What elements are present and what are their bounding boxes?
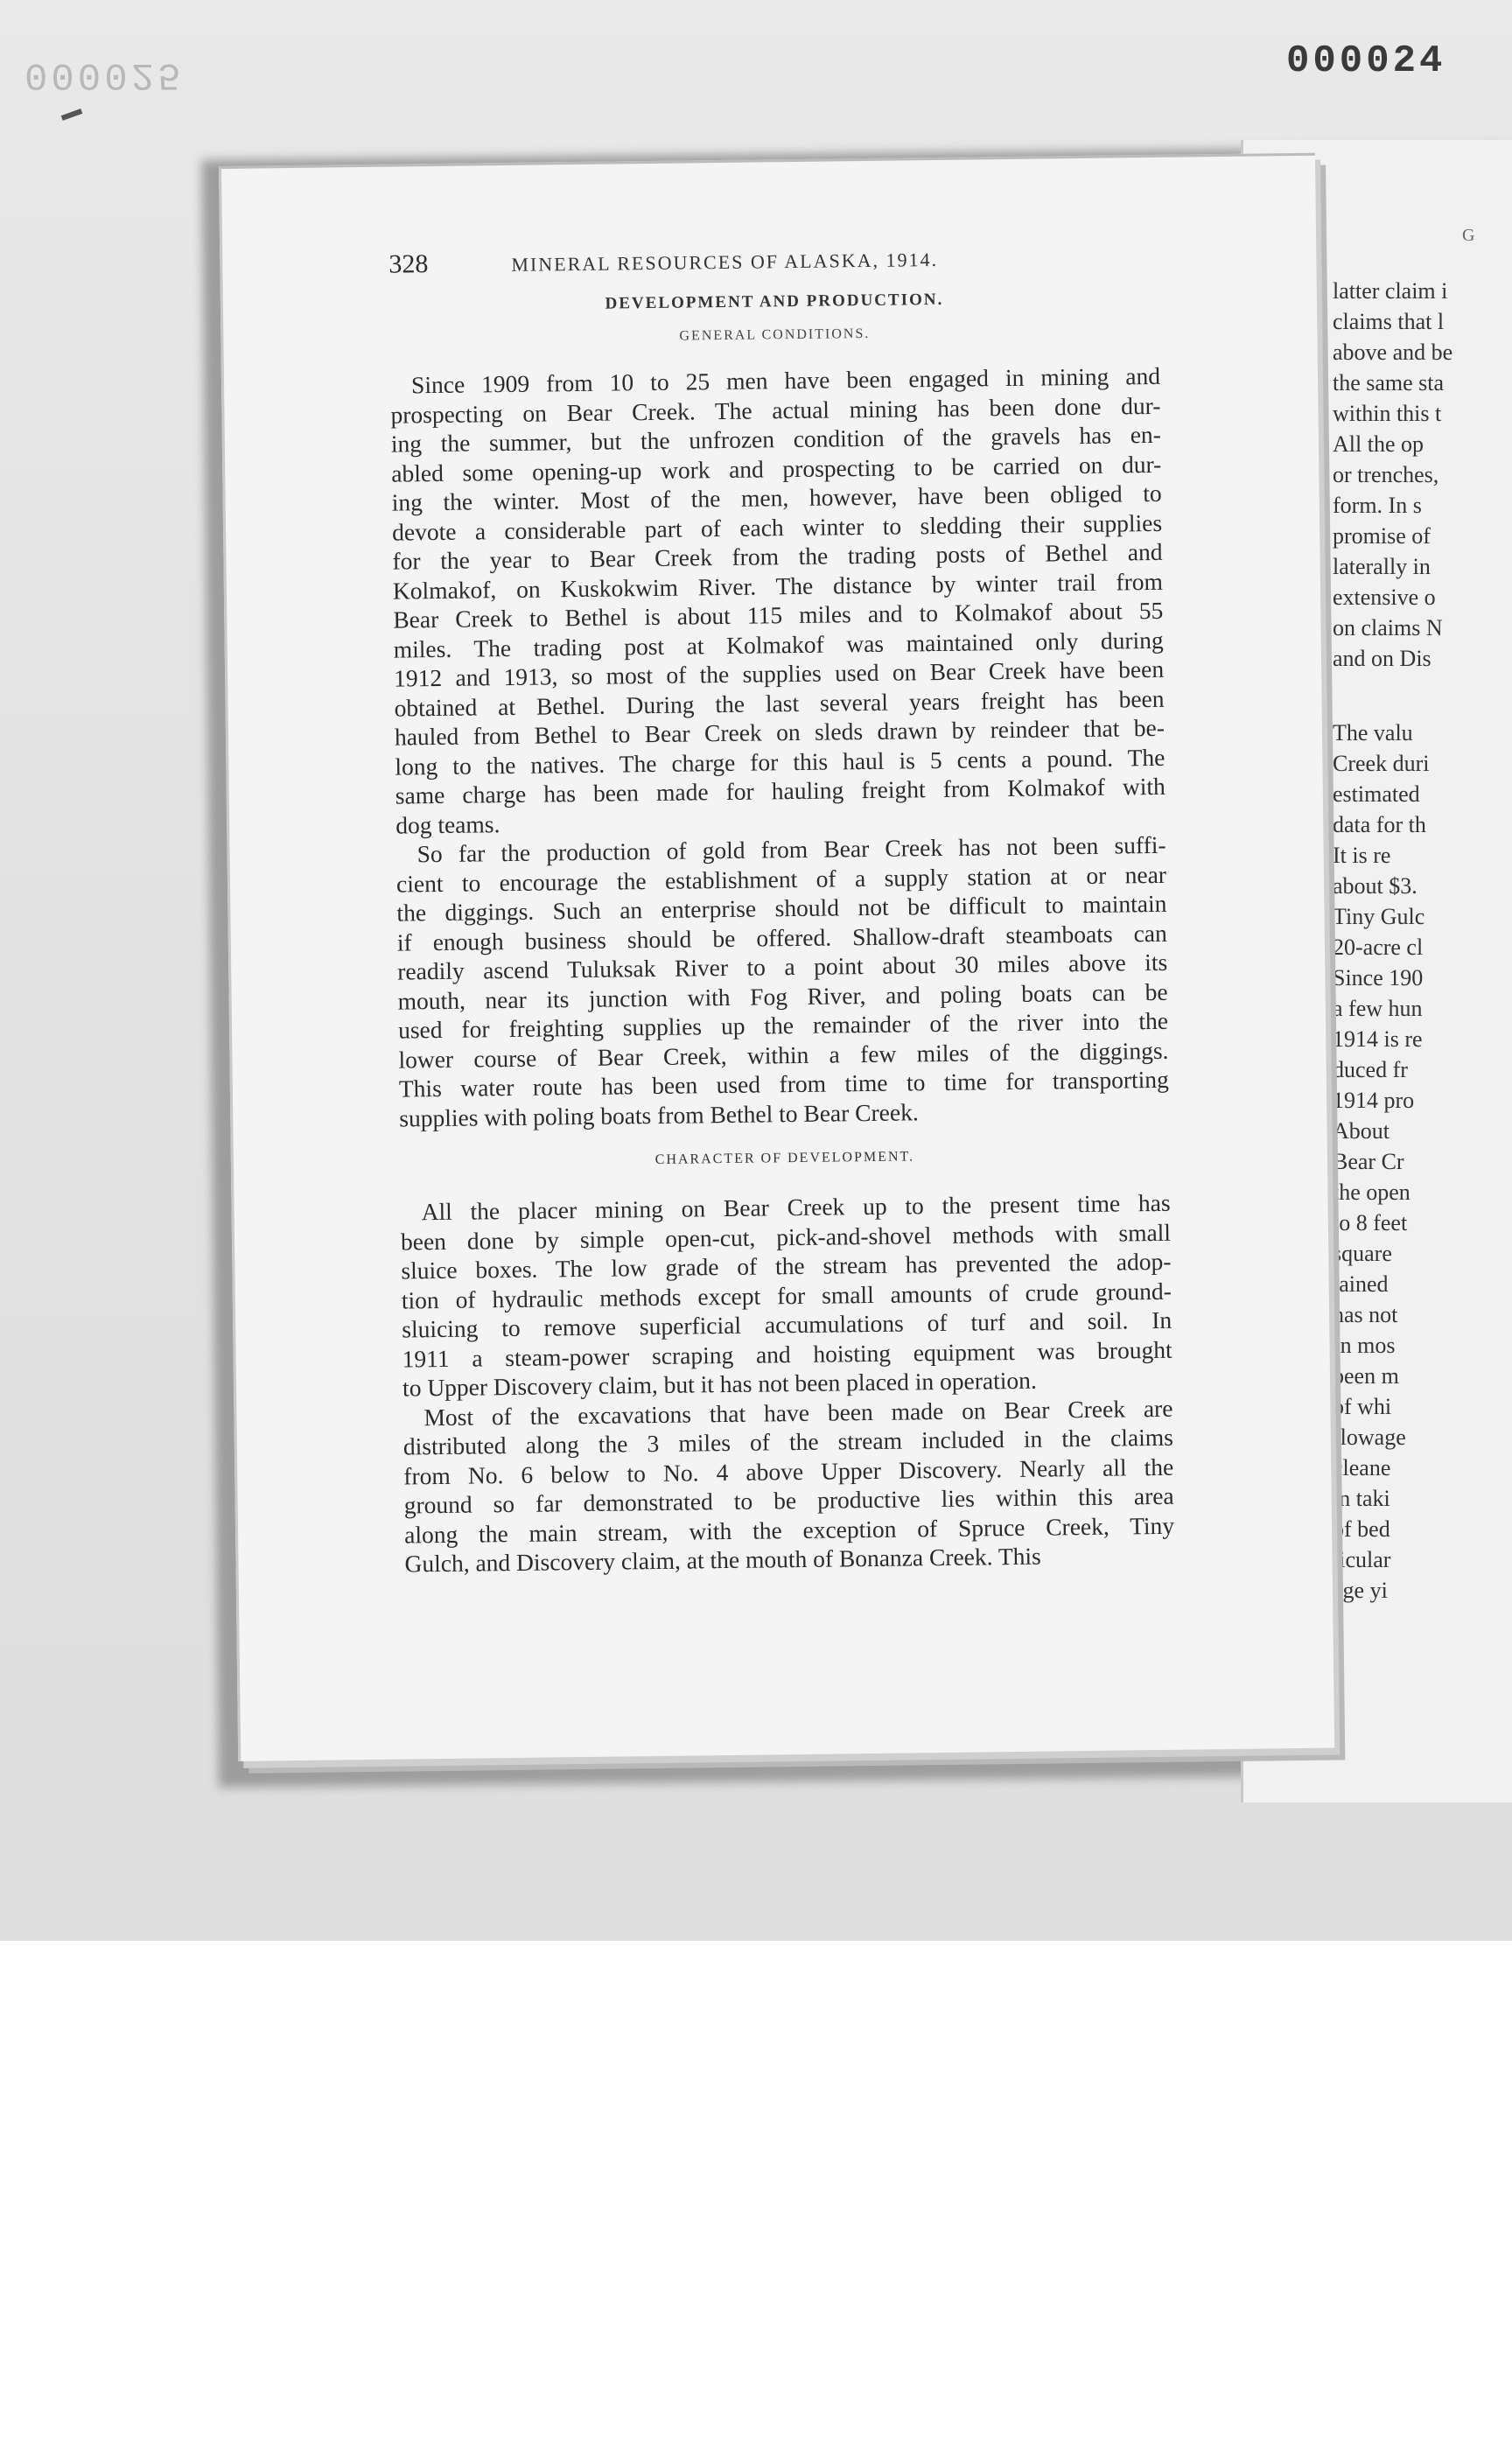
text-line: same charge has been made for hauling freight from Kolmakof with bbox=[395, 772, 1166, 809]
facing-page-line: extensive o bbox=[1333, 584, 1436, 610]
text-line: sluice boxes. The low grade of the stream has prevented the adop- bbox=[401, 1247, 1172, 1284]
facing-page-line: ticular bbox=[1333, 1547, 1391, 1572]
text-line: along the main stream, with the exception of Spruce Creek, Tiny bbox=[403, 1511, 1175, 1549]
paragraph bbox=[400, 1188, 1172, 1403]
facing-page-line: flowage bbox=[1333, 1424, 1406, 1450]
page-header bbox=[388, 241, 1158, 285]
facing-page-line: data for th bbox=[1333, 812, 1426, 837]
text-line: long to the natives. The charge for this haul is 5 cents a pound. The bbox=[395, 743, 1166, 780]
facing-page-line: Since 190 bbox=[1333, 965, 1424, 990]
facing-page-line: 20-acre cl bbox=[1333, 934, 1424, 960]
page-content bbox=[388, 241, 1174, 1578]
text-line: So far the production of gold from Bear Creek has not been suffi- bbox=[416, 830, 1166, 868]
facing-page-line: Bear Cr bbox=[1333, 1149, 1404, 1174]
text-line: ing the winter. Most of the men, however, have been obliged to bbox=[391, 479, 1162, 516]
facing-page-line: square bbox=[1333, 1241, 1392, 1266]
facing-page-line: and on Dis bbox=[1333, 646, 1432, 671]
general-conditions-text bbox=[390, 361, 1170, 1133]
text-line: abled some opening-up work and prospecting to be carried on dur- bbox=[391, 450, 1162, 487]
text-line: Gulch, and Discovery claim, at the mouth of Bonanza Creek. This bbox=[404, 1542, 1041, 1578]
text-line: supplies with poling boats from Bethel to Bear Creek. bbox=[399, 1097, 919, 1132]
facing-page-line: claims that l bbox=[1333, 309, 1445, 334]
text-line: This water route has been used from time to time for transporting bbox=[398, 1065, 1170, 1102]
text-line: obtained at Bethel. During the last several years freight has been bbox=[394, 684, 1165, 722]
text-line: tion of hydraulic methods except for small amounts of crude ground- bbox=[401, 1277, 1172, 1314]
facing-page-line: or trenches, bbox=[1333, 462, 1439, 487]
section-title: DEVELOPMENT AND PRODUCTION. bbox=[605, 290, 944, 313]
facing-page-line: tained bbox=[1333, 1271, 1389, 1297]
facing-page-line: on claims N bbox=[1333, 615, 1443, 640]
text-line: devote a considerable part of each winter to sledding their supplies bbox=[391, 508, 1163, 546]
bates-stamp: 000024 bbox=[1286, 39, 1446, 83]
facing-page-line: latter claim i bbox=[1333, 278, 1448, 304]
text-line: Bear Creek to Bethel is about 115 miles and to Kolmakof about 55 bbox=[393, 596, 1164, 634]
facing-page-line: All the op bbox=[1333, 431, 1424, 457]
facing-page-line: has not bbox=[1333, 1302, 1398, 1327]
facing-page-line: of whi bbox=[1333, 1394, 1392, 1419]
text-line: 1911 a steam-power scraping and hoisting equipment was brought bbox=[402, 1335, 1172, 1373]
text-line: hauled from Bethel to Bear Creek on sleds drawn by reindeer that be- bbox=[394, 713, 1166, 751]
text-line: from No. 6 below to No. 4 above Upper Discovery. Nearly all the bbox=[403, 1452, 1174, 1490]
facing-page-line: to 8 feet bbox=[1333, 1210, 1408, 1236]
facing-page-line: age yi bbox=[1333, 1578, 1388, 1603]
text-line: mouth, near its junction with Fog River, and poling boats can be bbox=[397, 977, 1168, 1015]
facing-page-line: The valu bbox=[1333, 720, 1413, 746]
facing-page-line: estimated bbox=[1333, 781, 1420, 807]
text-line: sluicing to remove superficial accumulations of turf and soil. In bbox=[402, 1306, 1172, 1343]
facing-page-line: form. In s bbox=[1333, 493, 1422, 518]
paragraph bbox=[390, 361, 1166, 840]
facing-page-line: within this t bbox=[1333, 401, 1442, 426]
running-head: MINERAL RESOURCES OF ALASKA, 1914. bbox=[511, 248, 939, 276]
facing-page-line: 1914 pro bbox=[1333, 1088, 1415, 1113]
text-line: the diggings. Such an enterprise should not be difficult to maintain bbox=[396, 889, 1167, 927]
text-line: to Upper Discovery claim, but it has not been placed in operation. bbox=[402, 1366, 1037, 1402]
text-line: readily ascend Tuluksak River to a point about 30 miles above its bbox=[397, 948, 1168, 985]
paragraph bbox=[396, 830, 1169, 1133]
pen-mark bbox=[61, 108, 83, 121]
text-line: All the placer mining on Bear Creek up to the present time has bbox=[421, 1188, 1171, 1226]
text-line: dog teams. bbox=[396, 809, 500, 839]
text-line: Kolmakof, on Kuskokwim River. The distance by winter trail from bbox=[392, 567, 1164, 605]
text-line: Since 1909 from 10 to 25 men have been engaged in mining and bbox=[410, 361, 1161, 399]
facing-page-line: about $3. bbox=[1333, 873, 1418, 899]
facing-page-line: 1914 is re bbox=[1333, 1026, 1423, 1052]
facing-page-line: duced fr bbox=[1333, 1057, 1408, 1082]
facing-page-line: It is re bbox=[1333, 843, 1391, 868]
facing-page-line: Tiny Gulc bbox=[1333, 904, 1425, 929]
facing-page-line: laterally in bbox=[1333, 554, 1431, 579]
text-line: if enough business should be offered. Shallow-draft steamboats can bbox=[396, 919, 1167, 956]
facing-page-line: In mos bbox=[1333, 1333, 1396, 1358]
section-title-character: CHARACTER OF DEVELOPMENT. bbox=[654, 1149, 915, 1167]
block-gap bbox=[1333, 674, 1512, 718]
facing-page-line: above and be bbox=[1333, 340, 1453, 365]
text-line: distributed along the 3 miles of the stream included in the claims bbox=[402, 1423, 1174, 1460]
subsection-title: GENERAL CONDITIONS. bbox=[679, 326, 871, 344]
text-line: lower course of Bear Creek, within a few miles of the diggings. bbox=[398, 1036, 1169, 1074]
facing-page-line: Creek duri bbox=[1333, 751, 1430, 776]
facing-page-text bbox=[1333, 276, 1512, 1606]
text-line: 1912 and 1913, so most of the supplies used on Bear Creek have been bbox=[393, 654, 1165, 692]
facing-page-line: been m bbox=[1333, 1363, 1399, 1389]
facing-page-line: promise of bbox=[1333, 523, 1431, 549]
character-of-development-text bbox=[400, 1188, 1174, 1578]
text-line: miles. The trading post at Kolmakof was maintained only during bbox=[393, 626, 1164, 663]
mirrored-bates-stamp: 000025 bbox=[24, 52, 185, 96]
facing-page-line: in taki bbox=[1333, 1486, 1390, 1511]
text-line: Most of the excavations that have been made on Bear Creek are bbox=[424, 1394, 1173, 1431]
facing-page-line: cleane bbox=[1333, 1455, 1391, 1480]
facing-page-line: the same sta bbox=[1333, 370, 1445, 396]
text-line: for the year to Bear Creek from the trading posts of Bethel and bbox=[392, 537, 1163, 575]
text-line: been done by simple open-cut, pick-and-shovel methods with small bbox=[400, 1218, 1172, 1256]
facing-page-line: of bed bbox=[1333, 1516, 1390, 1542]
book-page bbox=[219, 153, 1334, 1761]
facing-page-header-fragment: G bbox=[1462, 226, 1475, 245]
facing-page-line: a few hun bbox=[1333, 996, 1423, 1021]
facing-page-line: the open bbox=[1333, 1180, 1410, 1205]
text-line: used for freighting supplies up the remainder of the river into the bbox=[397, 1006, 1169, 1044]
text-line: ground so far demonstrated to be productive lies within this area bbox=[403, 1481, 1174, 1519]
page-number: 328 bbox=[388, 249, 429, 279]
text-line: cient to encourage the establishment of a supply station at or near bbox=[396, 860, 1167, 898]
text-line: ing the summer, but the unfrozen condition of the gravels has en- bbox=[390, 420, 1162, 458]
facing-page-line: About bbox=[1333, 1118, 1390, 1144]
paragraph bbox=[402, 1393, 1174, 1578]
text-line: prospecting on Bear Creek. The actual mining has been done dur- bbox=[390, 391, 1161, 429]
